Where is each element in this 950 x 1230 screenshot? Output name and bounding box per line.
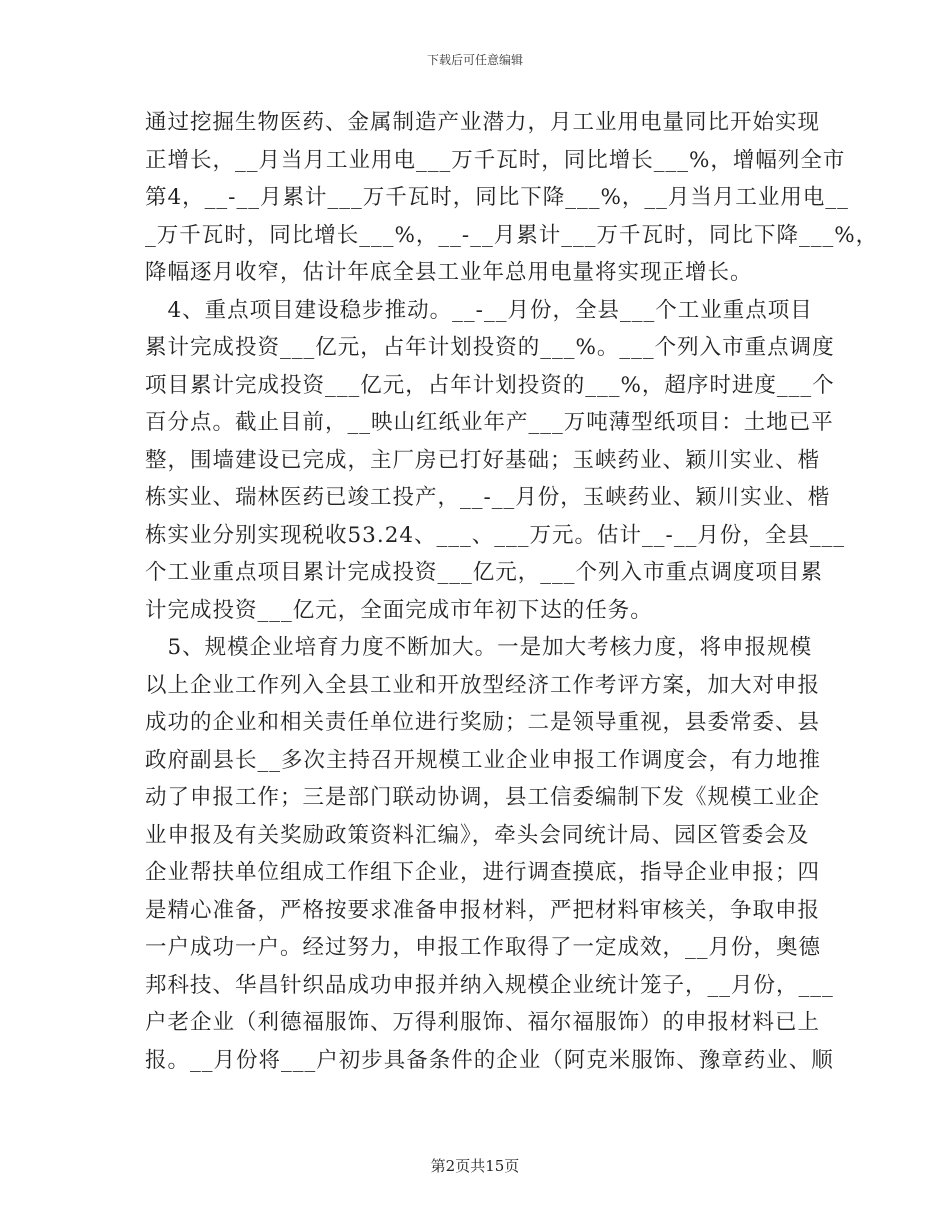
text-line: 百分点。截止目前，__映山红纸业年产___万吨薄型纸项目：土地已平	[145, 410, 834, 435]
text-line: 业申报及有关奖励政策资料汇编》，牵头会同统计局、园区管委会及	[145, 822, 810, 848]
text-line: 第4，__-__月累计___万千瓦时，同比下降___%，__月当月工业用电__	[145, 185, 849, 210]
text-line: 是精心准备，严格按要求准备申报材料，严把材料审核关，争取申报	[145, 897, 821, 923]
text-line: 项目累计完成投资___亿元，占年计划投资的___%，超序时进度___个	[145, 372, 835, 398]
text-line: 邦科技、华昌针织品成功申报并纳入规模企业统计笼子，__月份，___	[145, 972, 834, 998]
text-line: 整，围墙建设已完成，主厂房已打好基础；玉峡药业、颖川实业、楷	[145, 447, 821, 473]
text-line: 以上企业工作列入全县工业和开放型经济工作考评方案，加大对申报	[145, 672, 821, 698]
text-line: 4、重点项目建设稳步推动。__-__月份，全县___个工业重点项目	[145, 297, 813, 323]
text-line: _万千瓦时，同比增长___%，__-__月累计___万千瓦时，同比下降___%，	[145, 222, 879, 248]
text-line: 成功的企业和相关责任单位进行奖励；二是领导重视，县委常委、县	[145, 710, 821, 735]
text-line: 计完成投资___亿元，全面完成市年初下达的任务。	[145, 597, 653, 623]
text-line: 动了申报工作；三是部门联动协调，县工信委编制下发《规模工业企	[145, 785, 821, 810]
page-header-note: 下载后可任意编辑	[426, 53, 523, 67]
text-line: 累计完成投资___亿元，占年计划投资的___%。___个列入市重点调度	[145, 335, 835, 360]
text-line: 降幅逐月收窄，估计年底全县工业年总用电量将实现正增长。	[145, 260, 753, 285]
text-line: 企业帮扶单位组成工作组下企业，进行调查摸底，指导企业申报；四	[145, 860, 821, 885]
page-number: 第2页共15页	[430, 1157, 520, 1175]
text-line: 报。__月份将___户初步具备条件的企业（阿克米服饰、豫章药业、顺	[145, 1047, 834, 1073]
text-line: 户老企业（利德福服饰、万得利服饰、福尔福服饰）的申报材料已上	[145, 1010, 821, 1035]
text-line: 政府副县长__多次主持召开规模工业企业申报工作调度会，有力地推	[145, 747, 822, 773]
text-line: 通过挖掘生物医药、金属制造产业潜力，月工业用电量同比开始实现	[145, 110, 821, 135]
text-line: 5、规模企业培育力度不断加大。一是加大考核力度，将申报规模	[145, 635, 813, 660]
text-line: 栋实业、瑞林医药已竣工投产，__-__月份，玉峡药业、颖川实业、楷	[145, 485, 831, 510]
text-line: 个工业重点项目累计完成投资___亿元，___个列入市重点调度项目累	[145, 560, 824, 585]
text-line: 正增长，__月当月工业用电___万千瓦时，同比增长___%，增幅列全市	[145, 147, 846, 173]
text-line: 栋实业分别实现税收53.24、___、___万元。估计__-__月份，全县___	[145, 522, 846, 548]
text-line: 一户成功一户。经过努力，申报工作取得了一定成效，__月份，奥德	[145, 935, 822, 960]
